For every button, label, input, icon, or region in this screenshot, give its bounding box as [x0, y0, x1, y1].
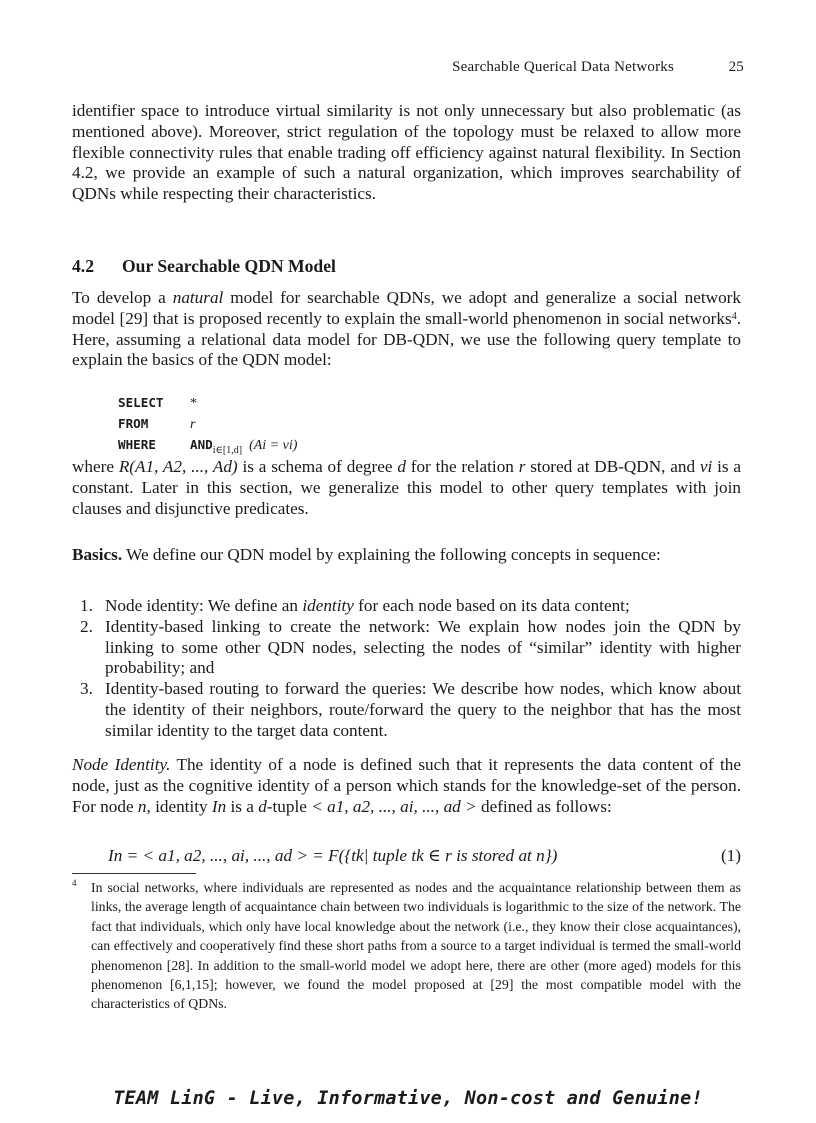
node-identity-label: Node Identity.: [72, 755, 171, 774]
intro-text: identifier space to introduce virtual similarity is not only unnecessary but also problematic (as mentioned above). Moreover, strict regulation of the topology must be relaxed to allow more flexible connectivity rules that enable trading off efficiency against natural flexibility. In Section 4.2, we provide an example of such a natural organization, which improves searchability of QDNs while respecting their characteristics.: [72, 101, 741, 204]
model-text-mid: model for searchable QDNs, we adopt and generalize a social network model [29] that is proposed recently to explain the small-world phenomenon in social networks: [72, 288, 741, 328]
equation-body: In = < a1, a2, ..., ai, ..., ad > = F({tk| tuple tk ∈ r is stored at n}): [108, 846, 558, 865]
basics-paragraph: [72, 545, 741, 566]
where-keyword: WHERE: [118, 437, 156, 452]
list-item: [72, 617, 741, 679]
model-text-pre: To develop a: [72, 288, 173, 307]
list-item: [72, 596, 741, 617]
list-item-text: Identity-based routing to forward the queries: We describe how nodes, which know about the identity of their neighbors, route/forward the query to the neighbor that has the most similar identity to the target data content.: [105, 679, 741, 740]
equation-label: (1): [720, 846, 741, 865]
node-identity-text-2: , identity: [146, 796, 212, 816]
section-number: 4.2: [72, 256, 94, 276]
list-item: [72, 679, 741, 741]
schema-text-2: is a schema of degree: [237, 457, 398, 476]
list-item-number: 3.: [80, 679, 93, 699]
from-keyword: FROM: [118, 416, 149, 431]
where-subscript: i∈[1,d]: [212, 444, 243, 456]
running-header: [0, 59, 744, 76]
list-item-text-post: for each node based on its data content;: [353, 596, 630, 615]
constant-var: vi: [699, 457, 713, 476]
equation-1: [72, 846, 741, 870]
natural-emph: natural: [172, 288, 224, 307]
basics-label: Basics.: [72, 545, 123, 564]
schema-text-1: where: [72, 457, 119, 476]
select-arg: *: [190, 396, 197, 411]
footnote-rule: [72, 873, 196, 874]
where-and: AND: [190, 437, 213, 452]
footnote-ref[interactable]: 4: [731, 310, 737, 322]
concept-list: [72, 596, 741, 742]
where-predicate: (Ai = vi): [249, 438, 298, 453]
schema-text-5: is a constant. Later in this section, we generalize this model to other query templates with join clauses and disjunctive predicates.: [72, 457, 742, 518]
footnote: [72, 878, 741, 1014]
node-identity-text-5: defined as follows:: [476, 796, 612, 816]
schema-text-3: for the relation: [405, 457, 519, 476]
schema-expr: R(A1, A2, ..., Ad): [118, 457, 238, 476]
tuple-degree-var: d: [258, 796, 267, 816]
node-identity-paragraph: [72, 755, 741, 817]
list-item-text: Node identity: We define an: [105, 596, 303, 615]
section-title: Our Searchable QDN Model: [122, 256, 336, 276]
query-template: [118, 393, 297, 461]
node-identity-text-4: -tuple: [266, 796, 312, 816]
from-arg: r: [190, 417, 196, 432]
team-ling-banner: TEAM LinG - Live, Informative, Non-cost and Genuine!: [113, 1088, 703, 1109]
relation-var: r: [518, 457, 526, 476]
section-heading: [72, 256, 336, 277]
degree-var: d: [397, 457, 406, 476]
list-item-number: 1.: [80, 596, 93, 615]
schema-paragraph: [72, 457, 741, 519]
model-paragraph: [72, 288, 741, 371]
page-number: 25: [728, 59, 744, 75]
model-text-post: . Here, assuming a relational data model for DB-QDN, we use the following query template to explain the basics of the QDN model:: [72, 308, 741, 370]
footnote-mark: 4: [72, 878, 77, 888]
schema-text-4: stored at DB-QDN, and: [525, 457, 700, 476]
select-keyword: SELECT: [118, 395, 164, 410]
intro-paragraph: [72, 101, 741, 205]
identity-var: In: [211, 796, 227, 816]
list-item-number: 2.: [80, 616, 93, 636]
node-identity-text-3: is a: [226, 796, 259, 816]
footnote-text: In social networks, where individuals are represented as nodes and the acquaintance relationship between them as links, the average length of acquaintance chain between two individuals is logarithmic to the size of the network. The fact that individuals, which only have local knowledge about the network (i.e., they know their close acquaintances), can effectively and cooperatively find these short paths from a source to a target individual is termed the small-world phenomenon [28]. In addition to the small-world model we adopt here, there are other (more aged) models for this phenomenon [6,1,15]; however, we found the model proposed at [29] the most compatible model with the characteristics of QDNs.: [91, 880, 741, 1012]
basics-text: We define our QDN model by explaining the following concepts in sequence:: [122, 545, 661, 564]
list-item-text: Identity-based linking to create the network: We explain how nodes join the QDN by linking to some other QDN nodes, selecting the nodes of “similar” identity with higher probability; and: [105, 616, 741, 678]
running-title: Searchable Querical Data Networks: [452, 59, 675, 75]
identity-emph: identity: [302, 596, 354, 615]
tuple-expr: < a1, a2, ..., ai, ..., ad >: [311, 796, 477, 816]
node-var: n: [137, 796, 147, 816]
node-identity-text-1: The identity of a node is defined such that it represents the data content of the node, just as the cognitive identity of a person which stands for the knowledge-set of the person. For node: [72, 755, 741, 816]
